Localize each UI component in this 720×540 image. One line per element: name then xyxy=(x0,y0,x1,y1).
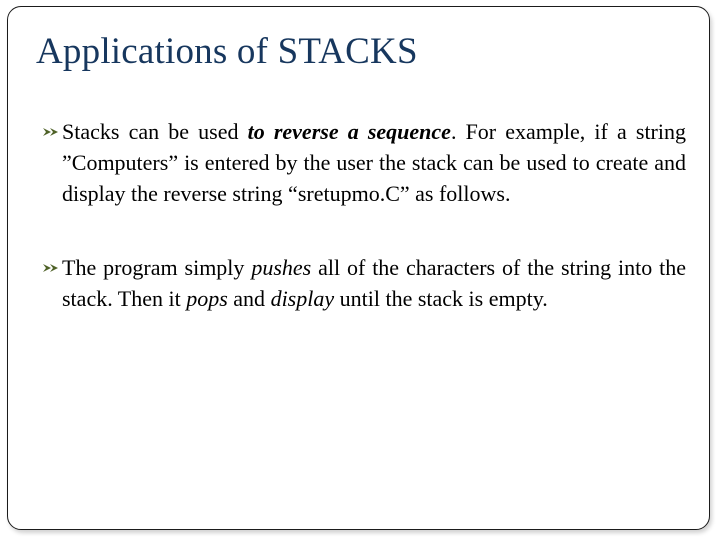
bullet-item-1 xyxy=(44,116,686,209)
arrow-bullet-icon xyxy=(42,125,60,139)
bullet-2-text-part-3: and xyxy=(227,286,271,311)
slide-body xyxy=(44,116,686,314)
bullet-1-emphasis: to reverse a sequence xyxy=(247,119,451,144)
bullet-2-text-part-2: all of the characters of the string into the stack. Then it xyxy=(62,255,686,311)
bullet-item-2 xyxy=(44,252,686,314)
bullet-2-text-part-1: The program simply xyxy=(62,255,252,280)
bullet-1-text-part-1: Stacks can be used xyxy=(62,119,248,144)
bullet-2-display: display xyxy=(270,286,335,311)
bullet-1-text-part-2: . For example, if a string ”Computers” is entered by the user the stack can be used to create and display the reverse string “sretupmo.C” as follows. xyxy=(62,119,686,206)
bullet-2-pushes: pushes xyxy=(251,255,312,280)
bullet-2-text-part-4: until the stack is empty. xyxy=(334,286,548,311)
slide-title: Applications of STACKS xyxy=(36,31,418,72)
arrow-bullet-icon xyxy=(42,261,60,275)
bullet-2-pops: pops xyxy=(186,286,228,311)
